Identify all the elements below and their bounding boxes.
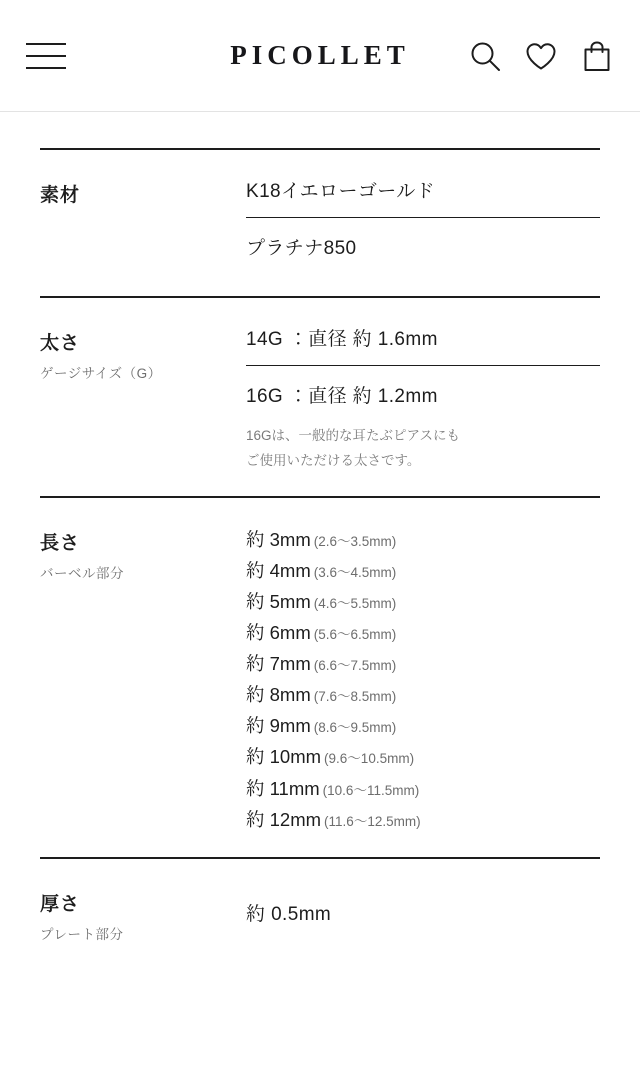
length-range: (11.6〜12.5mm) bbox=[324, 813, 421, 829]
bag-icon[interactable] bbox=[580, 39, 614, 73]
length-value: 約 10mm bbox=[246, 746, 322, 768]
spec-value: K18イエローゴールド bbox=[246, 176, 600, 218]
length-range: (8.6〜9.5mm) bbox=[313, 720, 397, 736]
spec-note bbox=[246, 424, 600, 474]
length-range: (9.6〜10.5mm) bbox=[324, 751, 415, 767]
spec-label-text: 長さ bbox=[40, 532, 81, 554]
length-value: 約 6mm bbox=[246, 622, 311, 644]
length-range: (5.6〜6.5mm) bbox=[313, 627, 397, 643]
list-item bbox=[246, 741, 600, 772]
spec-row-values bbox=[246, 176, 600, 274]
length-value: 約 12mm bbox=[246, 808, 322, 830]
hamburger-menu-icon[interactable] bbox=[26, 43, 66, 69]
spec-row-gauge bbox=[40, 298, 600, 496]
list-item bbox=[246, 804, 600, 835]
list-item bbox=[246, 524, 600, 555]
site-header bbox=[0, 0, 640, 112]
spec-note-line: 16Gは、一般的な耳たぶピアスにも bbox=[246, 428, 460, 443]
length-range: (2.6〜3.5mm) bbox=[313, 533, 397, 549]
search-icon[interactable] bbox=[468, 39, 502, 73]
spec-label-text: 太さ bbox=[40, 333, 81, 354]
list-item bbox=[246, 555, 600, 586]
spec-row-thickness bbox=[40, 859, 600, 943]
list-item bbox=[246, 773, 600, 804]
length-value: 約 9mm bbox=[246, 715, 311, 737]
heart-icon[interactable] bbox=[524, 39, 558, 73]
spec-value: プラチナ850 bbox=[246, 238, 357, 259]
spec-value: 約 0.5mm bbox=[246, 903, 332, 925]
length-value: 約 11mm bbox=[246, 777, 320, 799]
length-range: (4.6〜5.5mm) bbox=[313, 596, 397, 612]
length-value: 約 7mm bbox=[246, 653, 311, 675]
length-value: 約 4mm bbox=[246, 560, 311, 582]
length-value: 約 3mm bbox=[246, 528, 311, 550]
list-item bbox=[246, 710, 600, 741]
length-value: 約 5mm bbox=[246, 591, 311, 613]
header-icon-group bbox=[468, 39, 614, 73]
spec-value: 16G ：直径 約 1.2mm bbox=[246, 386, 438, 407]
spec-row-label bbox=[40, 524, 246, 582]
length-range: (6.6〜7.5mm) bbox=[313, 658, 397, 674]
hamburger-bar-3 bbox=[26, 67, 66, 69]
hamburger-bar-2 bbox=[26, 55, 66, 57]
spec-row-label bbox=[40, 324, 246, 382]
spec-sublabel-text: バーベル部分 bbox=[40, 565, 124, 581]
length-range: (7.6〜8.5mm) bbox=[313, 689, 397, 705]
length-range: (10.6〜11.5mm) bbox=[322, 782, 420, 798]
hamburger-bar-1 bbox=[26, 43, 66, 45]
spec-label-text: 厚さ bbox=[40, 893, 81, 915]
spec-row-material bbox=[40, 150, 600, 296]
length-value: 約 8mm bbox=[246, 684, 311, 706]
length-range: (3.6〜4.5mm) bbox=[313, 565, 397, 581]
list-item bbox=[246, 679, 600, 710]
list-item bbox=[246, 648, 600, 679]
spec-value: 14G ：直径 約 1.6mm bbox=[246, 324, 600, 366]
list-item bbox=[246, 617, 600, 648]
spec-row-label bbox=[40, 885, 246, 943]
spec-row-length bbox=[40, 498, 600, 857]
spec-label-text: 素材 bbox=[40, 185, 81, 206]
spec-row-values bbox=[246, 885, 600, 940]
spec-row-label bbox=[40, 176, 246, 207]
spec-sublabel-text: プレート部分 bbox=[40, 926, 124, 942]
list-item bbox=[246, 586, 600, 617]
spec-length-list bbox=[246, 524, 600, 835]
spec-table bbox=[0, 148, 640, 943]
spec-note-line: ご使用いただける太さです。 bbox=[246, 452, 421, 468]
spec-sublabel-text: ゲージサイズ（G） bbox=[40, 366, 162, 381]
spec-row-values bbox=[246, 324, 600, 474]
brand-logo: PICOLLET bbox=[230, 40, 410, 70]
